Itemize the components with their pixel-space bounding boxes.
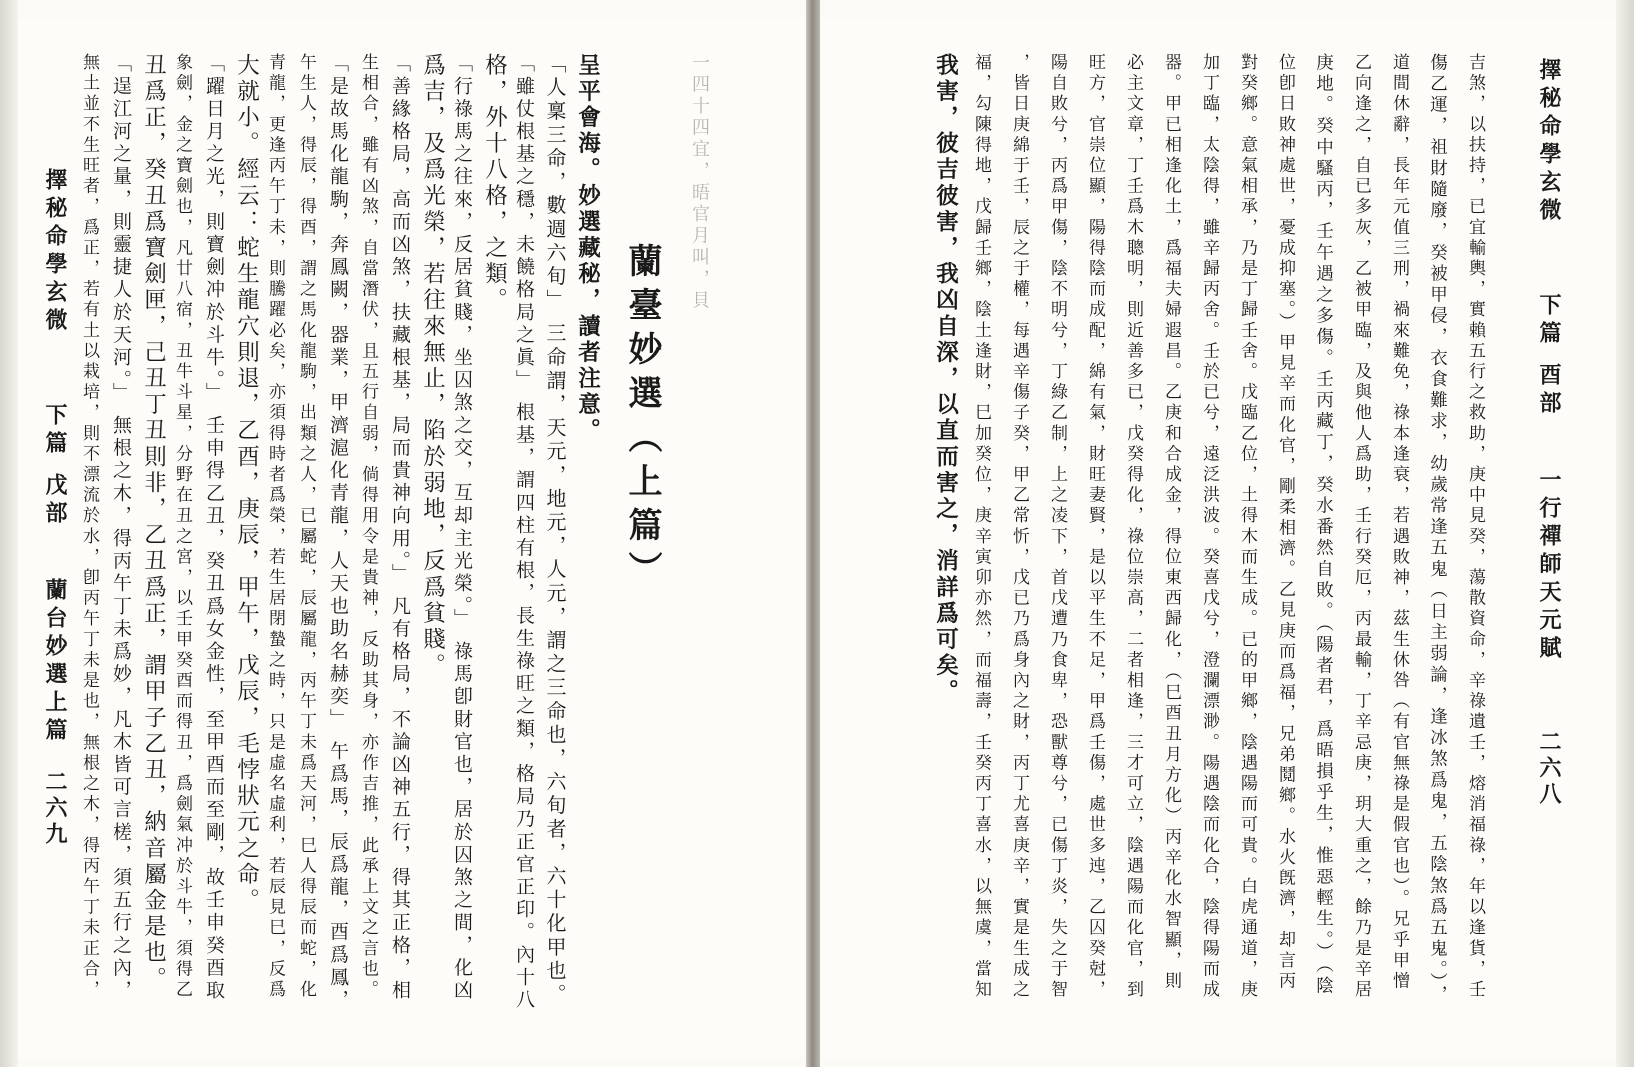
running-head-chapter: 一行禪師天元賦 [1536,468,1562,665]
running-head-book-title: 擇秘命學玄微 [1536,58,1562,226]
body-column: 吉煞，以扶持，已宜輸輿，實賴五行之救助，庚中見癸，蕩散資命，辛祿遺壬，熔消福祿，年以逢貨，壬 [1465,53,1485,1001]
body-column: 午生人，得辰，得酉，謂之馬化龍駒，出類之人，已屬蛇，辰屬龍，丙午丁未爲天河，巳人得辰而蛇，化 [296,53,316,1001]
body-column: ，皆日庚綿于壬，辰之于權，每遇辛傷子癸，甲乙常忻，戊已乃爲身內之財，丙丁尤喜庚辛，實是生成之 [1009,53,1029,1001]
running-head-book-title: 擇秘命學玄微 [42,168,68,336]
body-column: 象劍，金之寶劍也，凡廿八宿，丑牛斗星，分野在丑之宮，以壬甲癸酉而得丑，爲劍氣冲於斗牛，須得乙 [172,53,192,1001]
body-column: 「人稟三命，數週六旬」 三命謂，天元，地元，人元，謂之三命也，六旬者，六十化甲也。 [543,53,567,1007]
running-head-section: 下篇 戊部 [42,403,68,530]
body-column: 「是故馬化龍駒，奔鳳闕，器業，甲濟滬化青龍，人天也助名赫奕」 午爲馬，辰爲龍，酉爲鳳， [327,53,349,1012]
book-gutter [806,0,820,1067]
body-column: 「善緣格局，高而凶煞，扶藏根基，局而貴神向用。」 凡有格局，不論凶神五行，得其正格，相 [389,53,411,1003]
left-page-number: 二六九 [42,770,68,848]
body-column: 加丁臨，太陰得，雖辛歸丙舍。壬於已兮，遠泛洪波。癸喜戊兮，澄瀾漂渺。陽遇陰而化合，陰得陽而成 [1199,53,1219,1001]
body-column: 「行祿馬之往來，反居貧賤，坐囚煞之交，互却主光榮。」 祿馬卽財官也，居於囚煞之間，化凶 [451,53,473,1003]
body-column: 必主文章，丁壬爲木聰明，則近善多已，戊癸得化，祿位崇高，二者相逢，三才可立，陰遇陽而化官，到 [1123,53,1143,1001]
body-column: 青龍，更逢丙午丁未，則騰躍必矣，亦須得時者爲榮，若生居閉蟄之時，只是虛名虛利，若辰見巳，反爲 [265,53,285,1001]
right-page-running-head [1534,58,1565,664]
right-page-number: 二六八 [1536,730,1562,808]
right-edge-shade [1616,0,1634,1067]
left-edge-shade [0,0,18,1067]
body-column: 對癸鄉。意氣相承，乃是丁歸壬舍。戊臨乙位，土得木而生成。已的甲鄉，陰遇陽而可貴。白虎通道，庚 [1237,53,1257,1001]
body-column: 道間休辭，長年元值三刑，禍來難免，祿本逢衰，若遇敗神，茲生休咎（有官無祿是假官也）。兄乎甲憎 [1389,53,1409,993]
left-page-running-head [40,168,71,746]
body-column: 乙向逢之，自已多灰，乙被甲臨，及與他人爲助，壬行癸厄，丙最輸，丁辛忌庚，玥大重之，餘乃是辛居 [1351,53,1371,1001]
body-column: 爲吉，及爲光榮，若往來無止，陷於弱地，反爲貧賤。 [419,53,446,680]
running-head-chapter: 蘭台妙選上篇 [42,578,68,747]
body-column: 庚地。癸中騷丙，壬午遇之多傷。壬丙藏丁，癸水番然自敗。（陽者君，爲晤損乎生，惟惡輕生。）（陰 [1313,53,1334,998]
section-title: 蘭臺妙選（上篇） [622,243,662,595]
body-column: 「雖仗根基之穩，未饒格局之眞」 根基，謂四柱有根，長生祿旺之類，格局乃正官正印。內十八 [513,53,535,1012]
left-page-main-text [78,53,778,1013]
body-column: 傷乙運，祖財隨廢，癸被甲侵，衣食難求，幼歲常逢五鬼（日主弱論，逢冰煞爲鬼，五陰煞爲五鬼。）， [1427,53,1448,1007]
right-page [822,18,1624,1058]
body-column: 旺方，官崇位顯，陽得陰而成配，綿有氣，財旺妻賢，是以平生不足，甲爲壬傷，處世多迍，乙囚癸尅， [1085,53,1105,1001]
bleed-through-column: 一四十四宜，晤官月叫，貝 [689,53,710,313]
body-column: 丑爲正，癸丑爲寶劍匣，己丑丁丑則非，乙丑爲正，謂甲子乙丑，納音屬金是也。 [140,53,167,993]
body-column: 器。甲已相逢化土，爲福夫婦遐昌。乙庚和合成金，得位東西歸化，（巳酉丑月方化）丙辛化水智顯，則 [1161,53,1181,993]
body-column: 陽自敗兮，丙爲甲傷，陰不明兮，丁綠乙制，上之凌下，首戊遭乃食卑，恐獸尊兮，已傷丁炎，失之于智 [1047,53,1067,1001]
left-page [18,18,804,1058]
body-column: 我害，彼吉彼害，我凶自深，以直而害之，消詳爲可矣。 [932,53,959,706]
right-page-main-text [932,53,1532,1013]
body-column: 生相合，雖有凶煞，自當潛伏，且五行自弱，倘得用令是貴神，反助其身，亦作吉推，此承上文之言也。 [358,53,378,1001]
body-column: 「躍日月之光，則寶劍冲於斗牛。」 壬申得乙丑，癸丑爲女金性，至甲酉而至剛，故壬申癸酉取 [203,53,225,1003]
body-column: 福，勾陳得地，戊歸壬鄉，陰土逢財，巳加癸位，庚辛寅卯亦然，而福壽，壬癸丙丁喜水，以無虞，當知 [971,53,991,1001]
body-column: 「逞江河之量，則靈捷人於天河。」 無根之木，得丙午丁未爲妙，凡木皆可言槎，須五行之內， [110,53,132,1003]
body-column: 大就小。經云：蛇生龍穴則退，乙酉，庚辰，甲午，戊辰，毛悖狀元之命。 [233,53,260,915]
body-column: 呈平會海。妙選藏秘，讀者注意。 [574,53,601,445]
running-head-section: 下篇 酉部 [1536,293,1562,420]
body-column: 格，外十八格，之類。 [481,53,508,314]
body-column: 無土並不生旺者，爲正，若有土以栽培，則不漂流於水，卽丙午丁未是也，無根之木，得丙午丁未正合， [79,53,99,1001]
body-column: 位卽日敗神處世，憂成抑塞。）甲見辛而化官，剛柔相濟。乙見庚而爲福，兄弟鬩鄉。水火旣濟，却言丙 [1275,53,1295,993]
